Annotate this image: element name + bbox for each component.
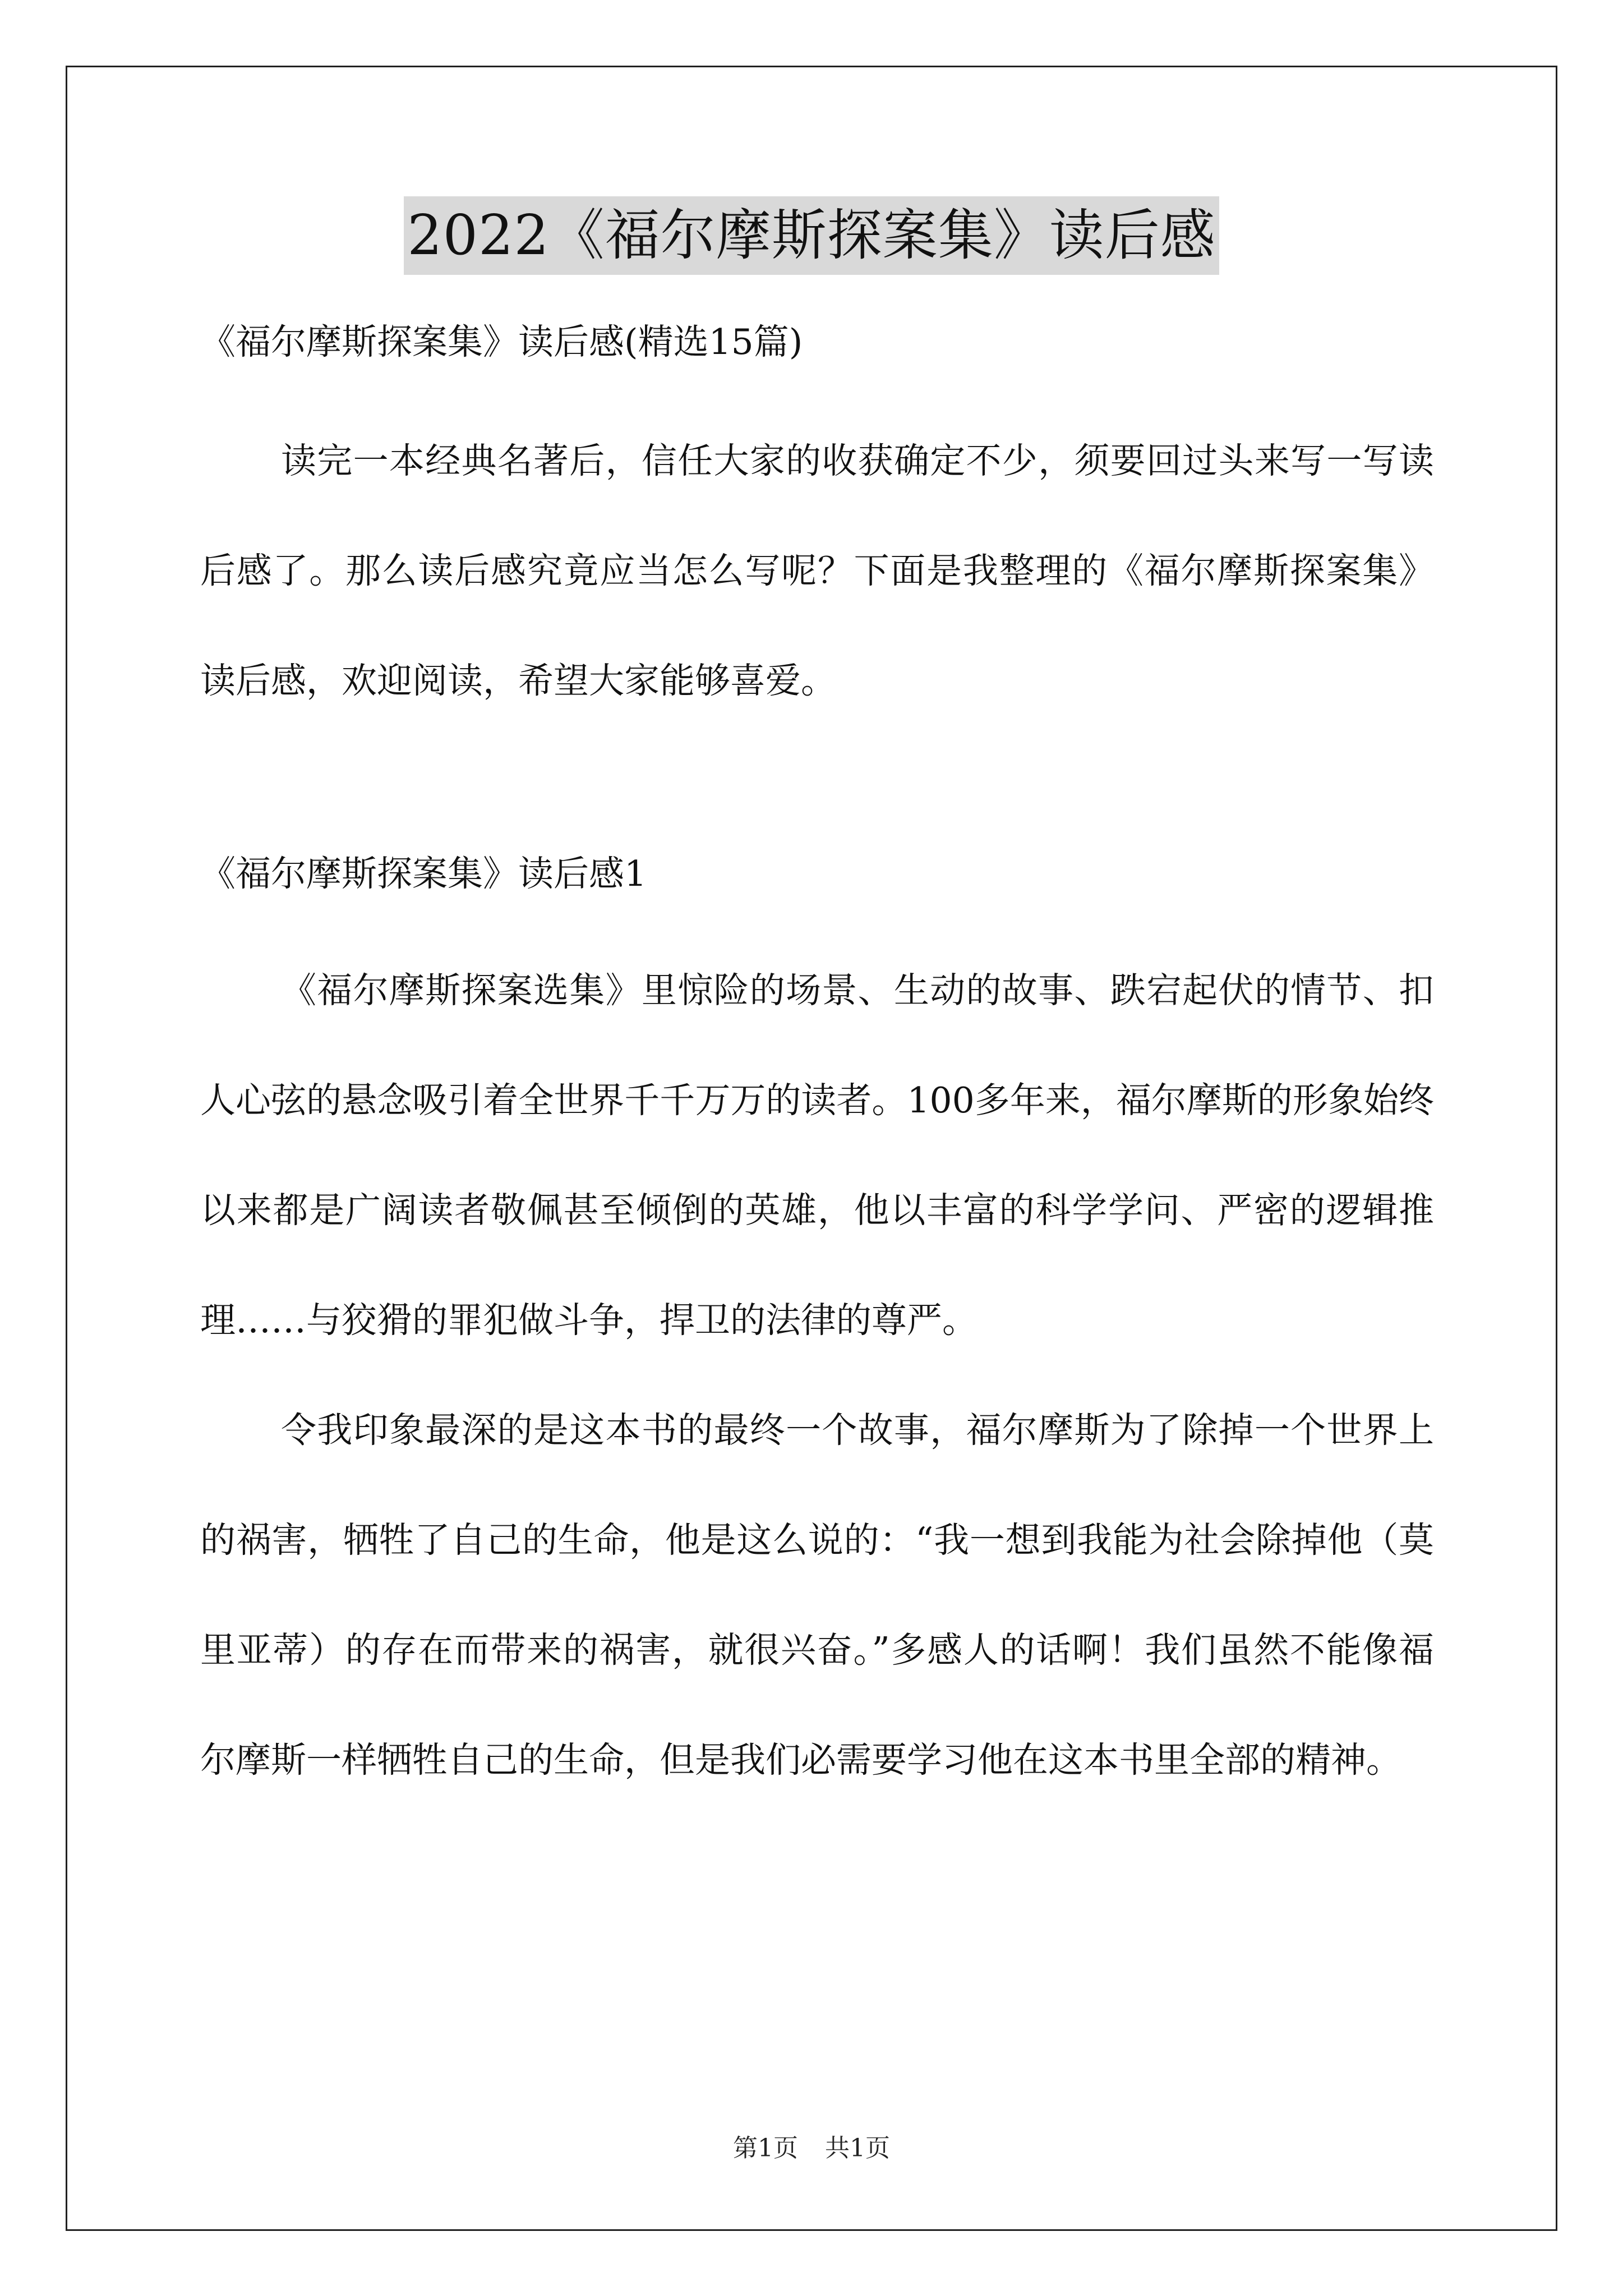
document-title: 2022《福尔摩斯探案集》读后感 (404, 196, 1219, 275)
document-subtitle: 《福尔摩斯探案集》读后感(精选15篇) (200, 321, 803, 362)
intro-paragraph: 读完一本经典名著后，信任大家的收获确定不少，须要回过头来写一写读后感了。那么读后感究竟应当怎么写呢？下面是我整理的《福尔摩斯探案集》读后感，欢迎阅读，希望大家能够喜爱。 (200, 440, 1434, 701)
section-heading: 《福尔摩斯探案集》读后感1 (200, 853, 647, 894)
body-paragraph: 令我印象最深的是这本书的最终一个故事，福尔摩斯为了除掉一个世界上的祸害，牺牲了自己的生命，他是这么说的：“我一想到我能为社会除掉他（莫里亚蒂）的存在而带来的祸害，就很兴奋。”多感人的话啊！我们虽然不能像福尔摩斯一样牺牲自己的生命，但是我们必需要学习他在这本书里全部的精神。 (200, 1410, 1434, 1780)
page-footer (0, 2132, 1623, 2165)
document-body (200, 314, 1434, 1815)
title-container (0, 196, 1623, 275)
page-number: 第1页 (733, 2134, 798, 2162)
page-total: 共1页 (825, 2134, 890, 2162)
body-paragraph: 《福尔摩斯探案选集》里惊险的场景、生动的故事、跌宕起伏的情节、扣人心弦的悬念吸引着全世界千千万万的读者。100多年来，福尔摩斯的形象始终以来都是广阔读者敬佩甚至倾倒的英雄，他以丰富的科学学问、严密的逻辑推理……与狡猾的罪犯做斗争，捍卫的法律的尊严。 (200, 970, 1434, 1341)
